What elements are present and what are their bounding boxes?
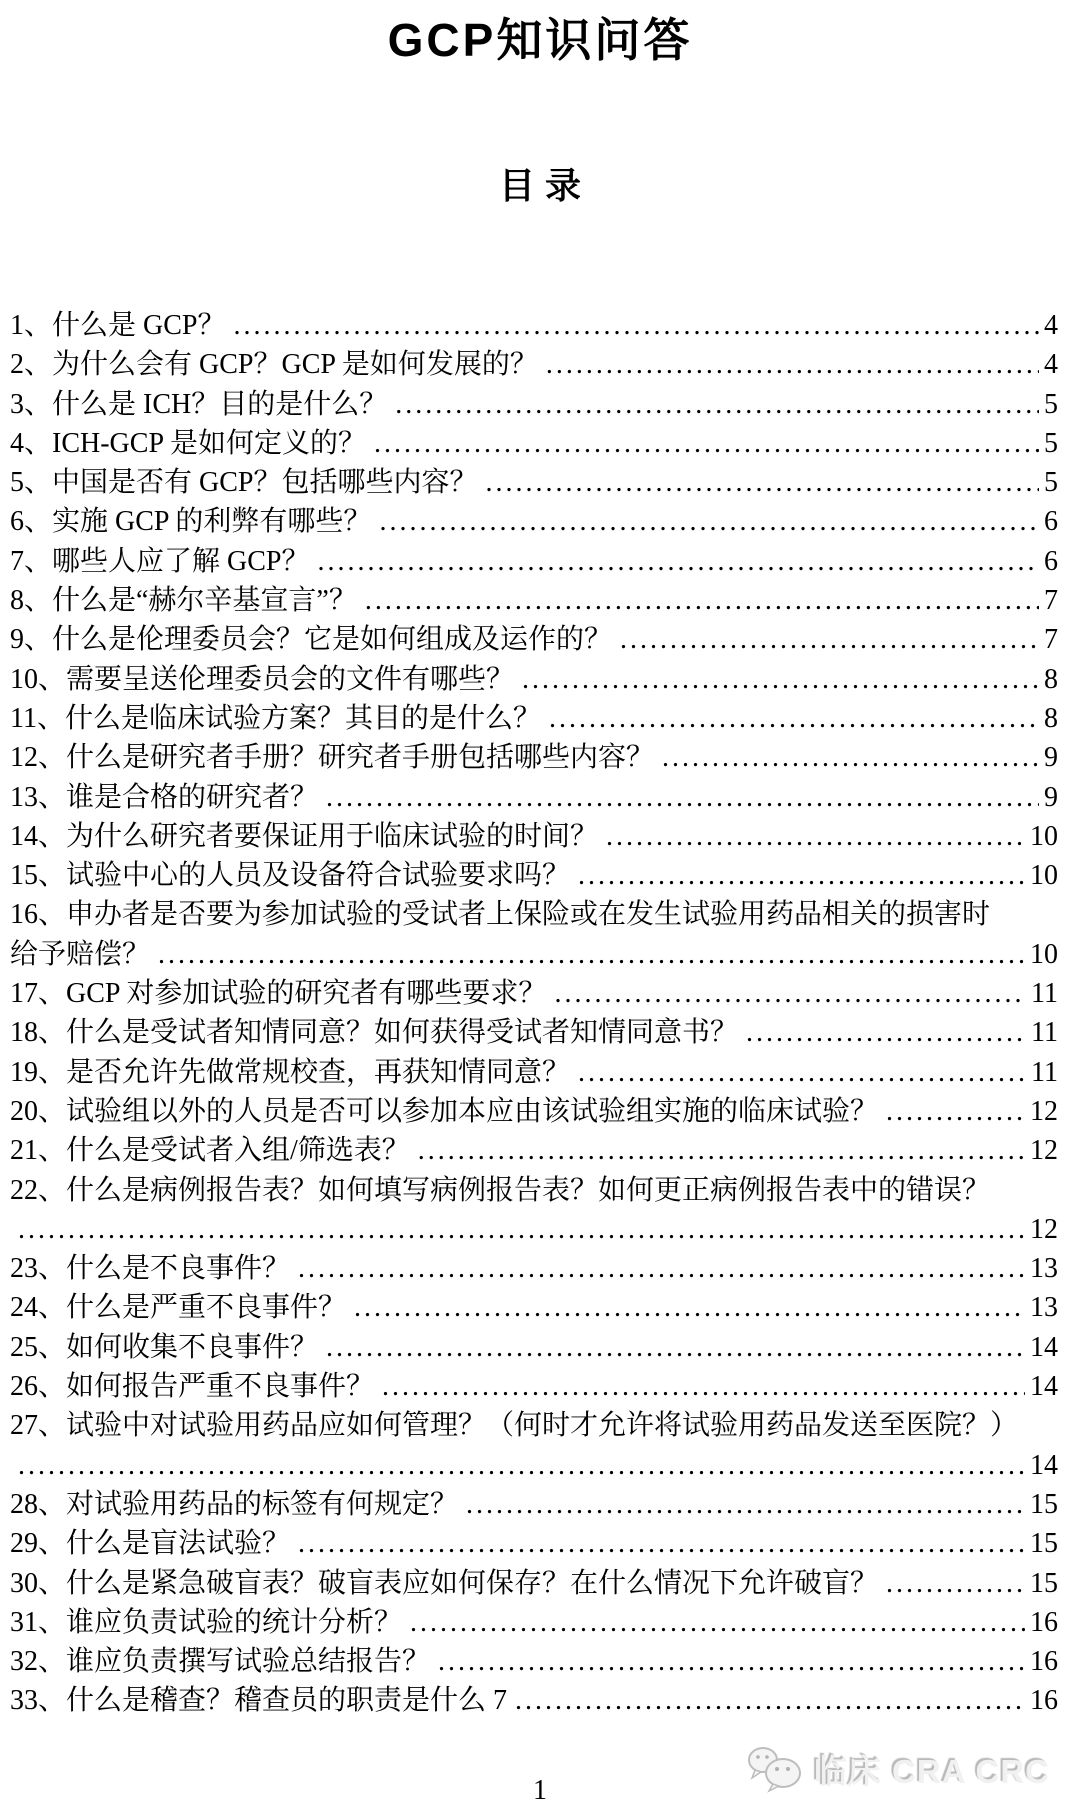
toc-dot-leader	[886, 1564, 1025, 1603]
toc-page-number: 10	[1030, 820, 1058, 852]
toc-dot-leader	[515, 1681, 1025, 1720]
toc-entry-text: 21、什么是受试者入组/筛选表？	[10, 1135, 410, 1167]
toc-dot-leader	[18, 1446, 1025, 1485]
toc-entry	[10, 1053, 1058, 1092]
toc-entry	[10, 1092, 1058, 1131]
toc-heading: 目 录	[498, 165, 581, 206]
toc-dot-leader	[549, 699, 1039, 738]
toc-entry	[10, 895, 1058, 934]
toc-dot-leader	[522, 660, 1039, 699]
toc-entry	[10, 542, 1058, 581]
toc-page-number: 16	[1030, 1646, 1058, 1678]
toc-entry-text: 8、什么是“赫尔辛基宣言”？	[10, 585, 357, 617]
toc-entry-text: 28、对试验用药品的标签有何规定？	[10, 1488, 459, 1520]
toc-entry	[10, 1210, 1058, 1249]
toc-page-number: 11	[1031, 1017, 1058, 1049]
toc-entry	[10, 935, 1058, 974]
toc-dot-leader	[662, 738, 1039, 777]
toc-entry-text: 5、中国是否有 GCP？包括哪些内容？	[10, 467, 478, 499]
toc-entry-text: 23、什么是不良事件？	[10, 1253, 291, 1285]
toc-dot-leader	[438, 1642, 1025, 1681]
toc-entry	[10, 1367, 1058, 1406]
toc-entry	[10, 1524, 1058, 1563]
toc-dot-leader	[395, 385, 1039, 424]
toc-entry-text: 13、谁是合格的研究者？	[10, 781, 319, 813]
footer-page-number: 1	[533, 1775, 547, 1806]
toc-dot-leader	[298, 1524, 1025, 1563]
toc-dot-leader	[365, 581, 1039, 620]
toc-page-number: 6	[1044, 545, 1058, 577]
toc-entry-text: 12、什么是研究者手册？研究者手册包括哪些内容？	[10, 742, 655, 774]
toc-entry	[10, 778, 1058, 817]
toc-entry	[10, 1642, 1058, 1681]
toc-entry	[10, 385, 1058, 424]
toc-page-number: 5	[1044, 427, 1058, 459]
toc-page-number: 13	[1030, 1292, 1058, 1324]
toc-dot-leader	[886, 1092, 1025, 1131]
toc-entry-text: 17、GCP 对参加试验的研究者有哪些要求？	[10, 978, 547, 1010]
toc-page-number: 13	[1030, 1253, 1058, 1285]
toc-entry	[10, 1131, 1058, 1170]
toc-dot-leader	[418, 1131, 1025, 1170]
toc-entry-text: 2、为什么会有 GCP？GCP 是如何发展的？	[10, 349, 538, 381]
toc-page-number: 8	[1044, 663, 1058, 695]
toc-page-number: 15	[1030, 1528, 1058, 1560]
toc-entry	[10, 1249, 1058, 1288]
toc-entry-text: 14、为什么研究者要保证用于临床试验的时间？	[10, 820, 599, 852]
toc-entry	[10, 699, 1058, 738]
toc-dot-leader	[233, 306, 1039, 345]
toc-page-number: 4	[1044, 349, 1058, 381]
toc-page-number: 12	[1030, 1213, 1058, 1245]
toc-dot-leader	[354, 1288, 1025, 1327]
toc-entry-text: 22、什么是病例报告表？如何填写病例报告表？如何更正病例报告表中的错误？	[10, 1174, 991, 1206]
toc-entry-text: 6、实施 GCP 的利弊有哪些？	[10, 506, 372, 538]
toc-dot-leader	[326, 1328, 1025, 1367]
toc-entry-text: 24、什么是严重不良事件？	[10, 1292, 347, 1324]
toc-page-number: 10	[1030, 938, 1058, 970]
toc-page-number: 11	[1031, 1056, 1058, 1088]
toc-entry	[10, 1564, 1058, 1603]
toc-page-number: 11	[1031, 978, 1058, 1010]
toc-page-number: 7	[1044, 585, 1058, 617]
toc-entry	[10, 1681, 1058, 1720]
toc-entry	[10, 306, 1058, 345]
toc-page-number: 14	[1030, 1449, 1058, 1481]
toc-page-number: 5	[1044, 388, 1058, 420]
toc-page-number: 16	[1030, 1685, 1058, 1717]
toc-dot-leader	[410, 1603, 1025, 1642]
toc-entry	[10, 1446, 1058, 1485]
toc-entry	[10, 463, 1058, 502]
toc-entry-text: 给予赔偿？	[10, 938, 151, 970]
toc-entry	[10, 1603, 1058, 1642]
toc-page-number: 4	[1044, 310, 1058, 341]
toc-dot-leader	[620, 620, 1039, 659]
toc-entry-text: 16、申办者是否要为参加试验的受试者上保险或在发生试验用药品相关的损害时	[10, 899, 991, 931]
toc-entry-text: 10、需要呈送伦理委员会的文件有哪些？	[10, 663, 515, 695]
toc-page-number: 9	[1044, 742, 1058, 774]
toc-entry-text: 11、什么是临床试验方案？其目的是什么？	[10, 702, 541, 734]
toc-entry-text: 20、试验组以外的人员是否可以参加本应由该试验组实施的临床试验？	[10, 1095, 879, 1127]
toc-dot-leader	[374, 424, 1039, 463]
toc-dot-leader	[317, 542, 1039, 581]
toc-page-number: 8	[1044, 702, 1058, 734]
toc-entry-text: 27、试验中对试验用药品应如何管理？（何时才允许将试验用药品发送至医院？）	[10, 1410, 1019, 1442]
toc-entry	[10, 1288, 1058, 1327]
toc-page-number: 6	[1044, 506, 1058, 538]
watermark-text: 临床 CRA CRC	[813, 1752, 1050, 1790]
toc-dot-leader	[326, 778, 1039, 817]
toc-dot-leader	[382, 1367, 1025, 1406]
toc-dot-leader	[466, 1485, 1025, 1524]
toc-entry	[10, 1328, 1058, 1367]
toc-entry-text: 26、如何报告严重不良事件？	[10, 1371, 375, 1403]
toc-dot-leader	[578, 1053, 1026, 1092]
toc-dot-leader	[298, 1249, 1025, 1288]
toc-entry-text: 18、什么是受试者知情同意？如何获得受试者知情同意书？	[10, 1017, 739, 1049]
toc-entry	[10, 581, 1058, 620]
toc-entry-text: 4、ICH-GCP 是如何定义的？	[10, 427, 366, 459]
toc-page-number: 16	[1030, 1606, 1058, 1638]
toc-page-number: 14	[1030, 1331, 1058, 1363]
toc-entry-text: 33、什么是稽查？稽查员的职责是什么 7	[10, 1685, 508, 1717]
toc-page-number: 9	[1044, 781, 1058, 813]
toc-entry	[10, 1406, 1058, 1445]
toc-entry-text: 29、什么是盲法试验？	[10, 1528, 291, 1560]
toc-entry	[10, 424, 1058, 463]
toc-page-number: 5	[1044, 467, 1058, 499]
toc-page-number: 7	[1044, 624, 1058, 656]
toc-entry-text: 1、什么是 GCP？	[10, 310, 226, 341]
toc-dot-leader	[554, 974, 1026, 1013]
toc-entry	[10, 1485, 1058, 1524]
toc-entry	[10, 856, 1058, 895]
toc-entry	[10, 660, 1058, 699]
toc-entry	[10, 1171, 1058, 1210]
toc-entry-text: 15、试验中心的人员及设备符合试验要求吗？	[10, 860, 571, 892]
toc-list	[10, 306, 1058, 1721]
toc-entry-text: 3、什么是 ICH？目的是什么？	[10, 388, 388, 420]
document-title: GCP知识问答	[387, 14, 693, 66]
toc-entry	[10, 974, 1058, 1013]
toc-page-number: 10	[1030, 860, 1058, 892]
toc-entry-text: 9、什么是伦理委员会？它是如何组成及运作的？	[10, 624, 613, 656]
toc-dot-leader	[578, 856, 1025, 895]
toc-page-number: 12	[1030, 1135, 1058, 1167]
toc-dot-leader	[606, 817, 1025, 856]
toc-dot-leader	[485, 463, 1039, 502]
toc-entry	[10, 345, 1058, 384]
toc-page-number: 14	[1030, 1371, 1058, 1403]
toc-dot-leader	[546, 345, 1039, 384]
toc-dot-leader	[379, 502, 1039, 541]
toc-entry-text: 25、如何收集不良事件？	[10, 1331, 319, 1363]
toc-dot-leader	[746, 1013, 1026, 1052]
toc-dot-leader	[18, 1210, 1025, 1249]
toc-page-number: 12	[1030, 1095, 1058, 1127]
toc-entry	[10, 620, 1058, 659]
toc-entry-text: 30、什么是紧急破盲表？破盲表应如何保存？在什么情况下允许破盲？	[10, 1567, 879, 1599]
toc-entry	[10, 817, 1058, 856]
toc-entry	[10, 1013, 1058, 1052]
toc-entry-text: 19、是否允许先做常规校查，再获知情同意？	[10, 1056, 571, 1088]
toc-page-number: 15	[1030, 1488, 1058, 1520]
toc-dot-leader	[158, 935, 1025, 974]
toc-entry-text: 31、谁应负责试验的统计分析？	[10, 1606, 403, 1638]
toc-entry-text: 7、哪些人应了解 GCP？	[10, 545, 310, 577]
toc-page-number: 15	[1030, 1567, 1058, 1599]
toc-entry-text: 32、谁应负责撰写试验总结报告？	[10, 1646, 431, 1678]
toc-entry	[10, 738, 1058, 777]
toc-entry	[10, 502, 1058, 541]
